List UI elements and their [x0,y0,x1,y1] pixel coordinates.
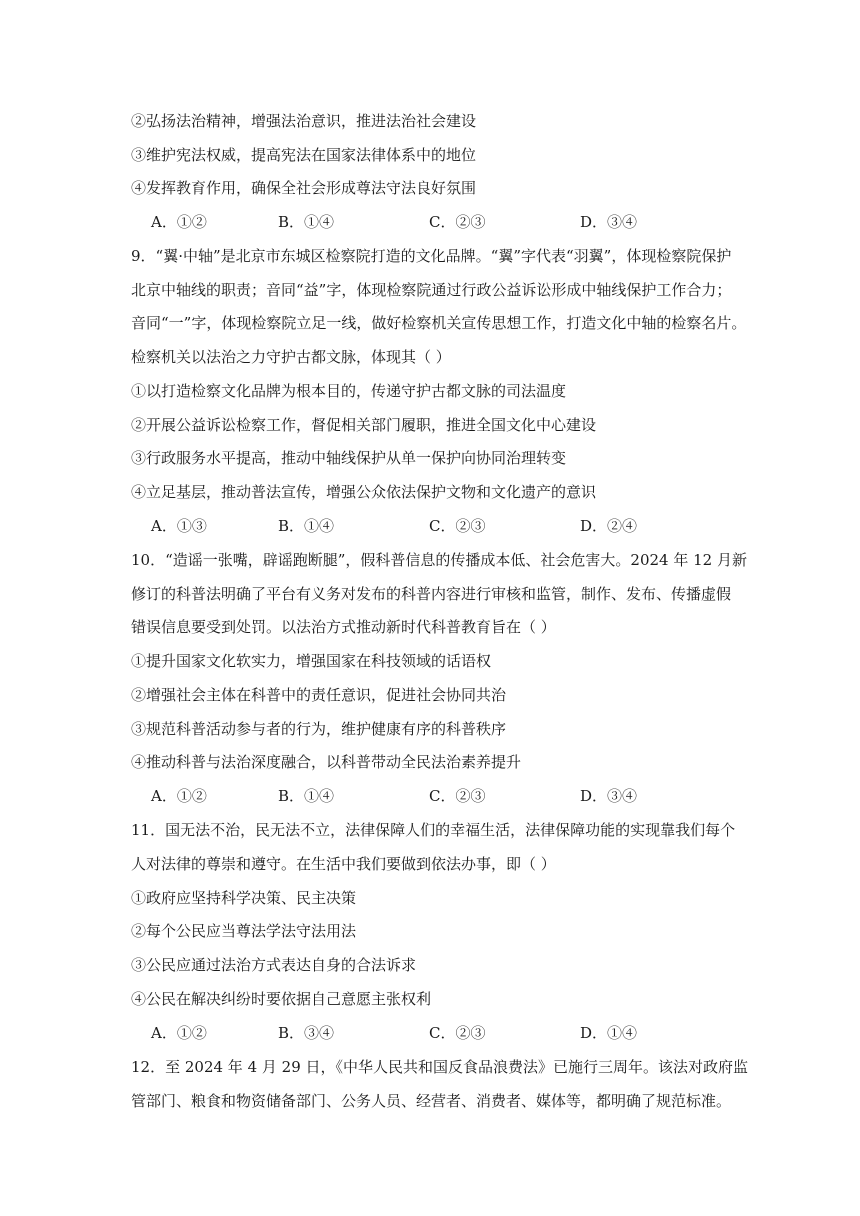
q11-item-1: ①政府应坚持科学决策、民主决策 [131,889,357,907]
q11-stem-line-2: 人对法律的尊崇和遵守。在生活中我们要做到依法办事，即（ ） [131,855,556,873]
q9-item-2: ②开展公益诉讼检察工作，督促相关部门履职，推进全国文化中心建设 [131,416,597,434]
q8-item-4: ④发挥教育作用，确保全社会形成尊法守法良好氛围 [131,179,477,197]
q11-item-4: ④公民在解决纠纷时要依据自己意愿主张权利 [131,990,432,1008]
q8-options [151,212,711,232]
q10-item-3: ③规范科普活动参与者的行为，维护健康有序的科普秩序 [131,720,507,738]
q9-item-4: ④立足基层，推动普法宣传，增强公众依法保护文物和文化遗产的意识 [131,483,597,501]
q8-item-3: ③维护宪法权威，提高宪法在国家法律体系中的地位 [131,146,477,164]
q10-option-d: D．③④ [580,787,638,805]
q10-item-4: ④推动科普与法治深度融合，以科普带动全民法治素养提升 [131,753,522,771]
q10-stem-line-2: 修订的科普法明确了平台有义务对发布的科普内容进行审核和监管，制作、发布、传播虚假 [131,585,732,603]
q11-options [151,1023,711,1043]
q10-item-1: ①提升国家文化软实力，增强国家在科技领域的话语权 [131,652,492,670]
q10-options [151,786,711,806]
q10-stem-line-1: 10．“造谣一张嘴，辟谣跑断腿”，假科普信息的传播成本低、社会危害大。2024 年 12 月新 [131,551,747,569]
q12-stem-line-1: 12．至 2024 年 4 月 29 日，《中华人民共和国反食品浪费法》已施行三周年。该法对政府监 [131,1058,749,1076]
q9-item-1: ①以打造检察文化品牌为根本目的，传递守护古都文脉的司法温度 [131,382,567,400]
q10-option-b: B．①④ [278,787,335,805]
q11-option-c: C．②③ [429,1024,486,1042]
q9-stem-line-1: 9．“翼·中轴”是北京市东城区检察院打造的文化品牌。“翼”字代表“羽翼”，体现检察院保护 [131,247,732,265]
q9-stem-line-2: 北京中轴线的职责；音同“益”字，体现检察院通过行政公益诉讼形成中轴线保护工作合力； [131,281,732,299]
q8-option-d: D．③④ [580,213,638,231]
q10-option-c: C．②③ [429,787,486,805]
q8-option-b: B．①④ [278,213,335,231]
q10-option-a: A．①② [151,787,207,805]
q11-option-b: B．③④ [278,1024,335,1042]
q11-item-2: ②每个公民应当尊法学法守法用法 [131,922,357,940]
q9-option-c: C．②③ [429,517,486,535]
q12-stem-line-2: 管部门、粮食和物资储备部门、公务人员、经营者、消费者、媒体等，都明确了规范标准。 [131,1092,732,1110]
q11-item-3: ③公民应通过法治方式表达自身的合法诉求 [131,956,417,974]
q8-option-a: A．①② [151,213,207,231]
q11-option-d: D．①④ [580,1024,638,1042]
q9-option-a: A．①③ [151,517,207,535]
q9-options [151,516,711,536]
q9-item-3: ③行政服务水平提高，推动中轴线保护从单一保护向协同治理转变 [131,449,567,467]
q8-option-c: C．②③ [429,213,486,231]
q9-stem-line-4: 检察机关以法治之力守护古都文脉，体现其（ ） [131,348,451,366]
q11-option-a: A．①② [151,1024,207,1042]
q11-stem-line-1: 11．国无法不治，民无法不立，法律保障人们的幸福生活，法律保障功能的实现靠我们每个 [131,821,736,839]
q9-option-d: D．②④ [580,517,638,535]
q8-item-2: ②弘扬法治精神，增强法治意识，推进法治社会建设 [131,112,477,130]
q10-stem-line-3: 错误信息要受到处罚。以法治方式推动新时代科普教育旨在（ ） [131,618,556,636]
q10-item-2: ②增强社会主体在科普中的责任意识，促进社会协同共治 [131,686,507,704]
q9-stem-line-3: 音同“一”字，体现检察院立足一线，做好检察机关宣传思想工作，打造文化中轴的检察名片。 [131,314,747,332]
q9-option-b: B．①④ [278,517,335,535]
